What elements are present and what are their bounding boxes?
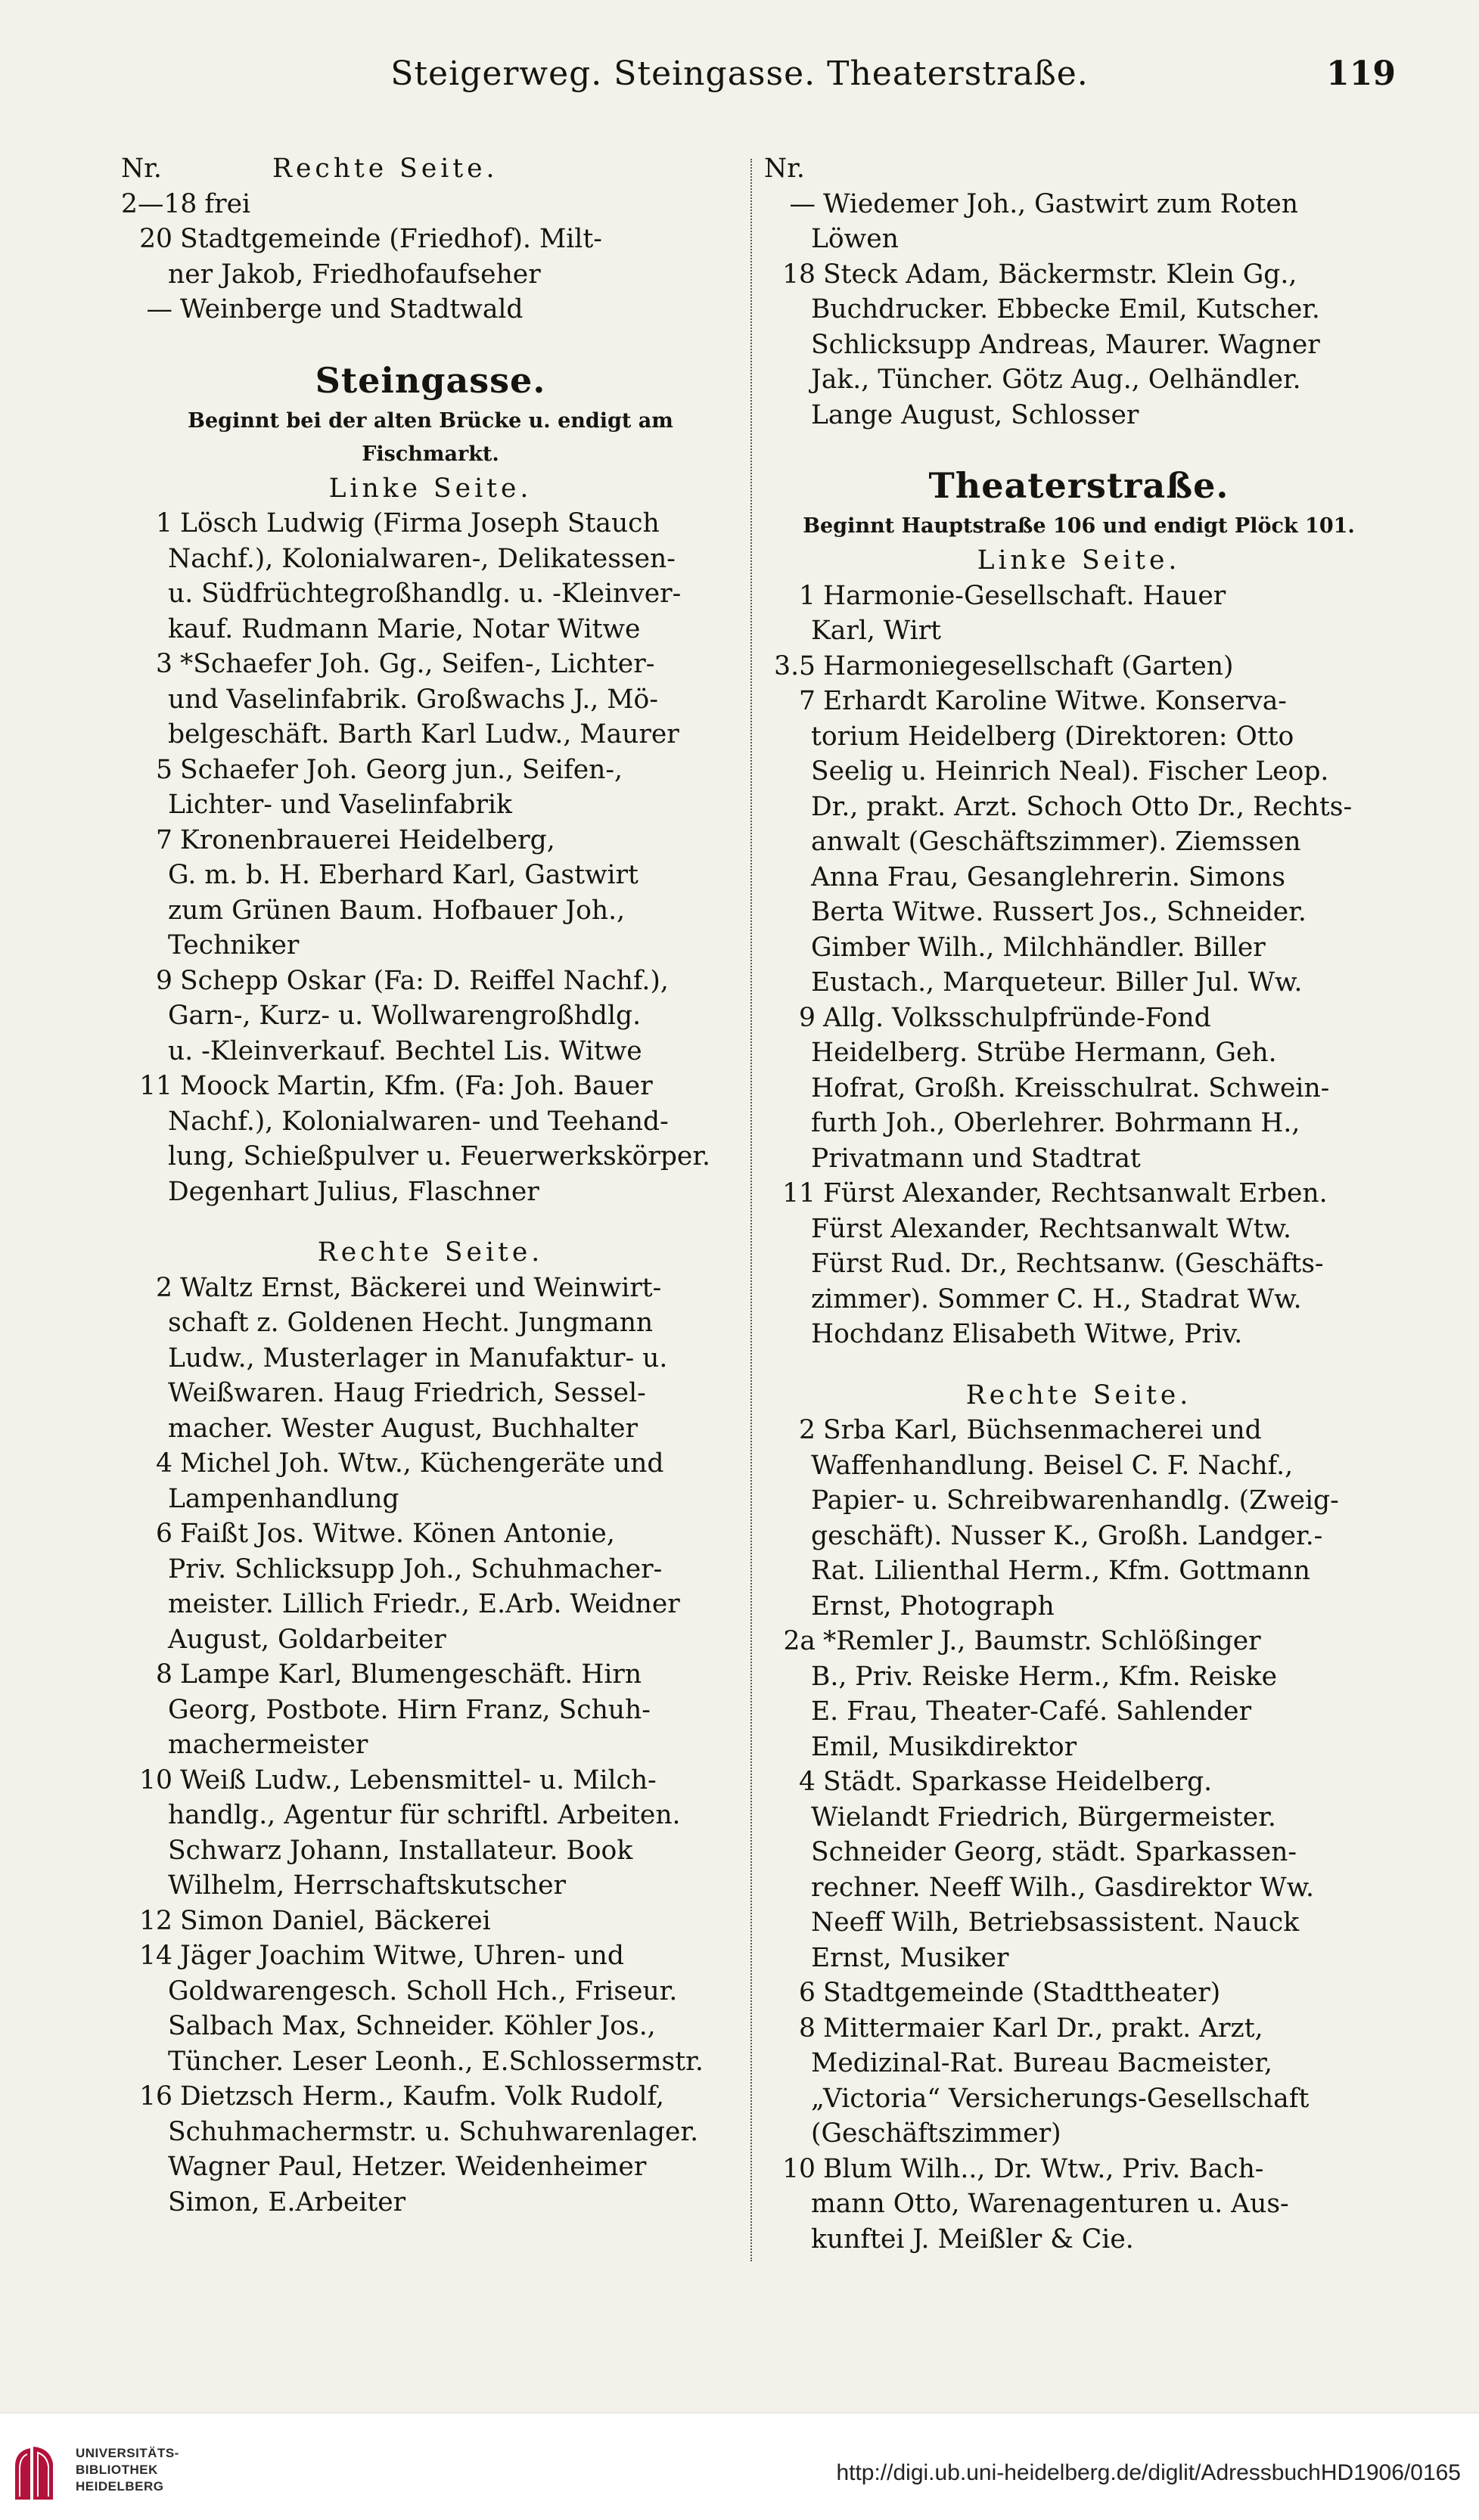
entry-continuation: Wielandt Friedrich, Bürgermeister. xyxy=(811,1802,1276,1833)
entry-continuation: kauf. Rudmann Marie, Notar Witwe xyxy=(168,613,641,644)
entry-continuation: Degenhart Julius, Flaschner xyxy=(168,1176,539,1207)
entry-continuation: Nachf.), Kolonialwaren-, Delikatessen- xyxy=(168,543,676,574)
house-number: 7 xyxy=(156,824,172,855)
directory-entry xyxy=(764,2152,1394,2187)
house-number: — xyxy=(146,294,172,324)
entry-continuation: handlg., Agentur für schriftl. Arbeiten. xyxy=(168,1800,681,1830)
entry-text: Srba Karl, Büchsenmacherei und xyxy=(823,1415,1262,1445)
footer xyxy=(0,2413,1479,2520)
entry-text: Fürst Alexander, Rechtsanwalt Erben. xyxy=(823,1178,1328,1209)
entry-continuation: Schneider Georg, städt. Sparkassen- xyxy=(811,1837,1297,1867)
entry-continuation: „Victoria“ Versicherungs-Gesellschaft xyxy=(811,2083,1310,2114)
directory-entry xyxy=(764,1764,1394,1800)
entry-text: Stadtgemeinde (Friedhof). Milt- xyxy=(180,224,602,254)
entry-text: Moock Martin, Kfm. (Fa: Joh. Bauer xyxy=(180,1071,653,1101)
entry-continuation: Waffenhandlung. Beisel C. F. Nachf., xyxy=(811,1450,1294,1481)
entry-continuation: Papier- u. Schreibwarenhandlg. (Zweig- xyxy=(811,1485,1339,1516)
directory-entry xyxy=(764,649,1394,684)
street-title-steingasse: Steingasse. xyxy=(315,359,546,401)
entry-continuation: Berta Witwe. Russert Jos., Schneider. xyxy=(811,897,1307,927)
entry-continuation: u. -Kleinverkauf. Bechtel Lis. Witwe xyxy=(168,1035,642,1066)
house-number: 4 xyxy=(156,1448,172,1479)
entry-continuation: Fürst Rud. Dr., Rechtsanw. (Geschäfts- xyxy=(811,1249,1324,1279)
entry-continuation: Wagner Paul, Hetzer. Weidenheimer xyxy=(168,2152,647,2182)
house-number: 8 xyxy=(799,2013,816,2044)
entry-text: Michel Joh. Wtw., Küchengeräte und xyxy=(180,1448,664,1479)
directory-entry xyxy=(121,1069,740,1104)
house-number: 2 xyxy=(156,1272,172,1303)
entry-text: *Remler J., Baumstr. Schlößinger xyxy=(823,1626,1261,1656)
entry-continuation: furth Joh., Oberlehrer. Bohrmann H., xyxy=(811,1108,1300,1138)
entry-text: Jäger Joachim Witwe, Uhren- und xyxy=(180,1941,624,1971)
entry-continuation: Garn-, Kurz- u. Wollwarengroßhdlg. xyxy=(168,1001,642,1031)
entry-text: Stadtgemeinde (Stadttheater) xyxy=(823,1978,1221,2008)
entry-text: Schepp Oskar (Fa: D. Reiffel Nachf.), xyxy=(180,965,669,996)
page-number: 119 xyxy=(1326,54,1396,93)
entry-continuation: Medizinal-Rat. Bureau Bacmeister, xyxy=(811,2048,1272,2078)
entry-continuation: meister. Lillich Friedr., E.Arb. Weidner xyxy=(168,1589,680,1619)
house-number: 11 xyxy=(782,1178,816,1209)
house-number: 14 xyxy=(139,1941,172,1971)
entry-text: *Schaefer Joh. Gg., Seifen-, Lichter- xyxy=(180,649,655,679)
entry-continuation: Techniker xyxy=(168,930,300,961)
right-side-heading: Rechte Seite. xyxy=(317,1237,544,1268)
house-number: 9 xyxy=(156,965,172,996)
logo-line: BIBLIOTHEK xyxy=(76,2463,158,2477)
house-number: 6 xyxy=(799,1978,816,2008)
directory-entry xyxy=(121,753,740,788)
entry-text: Faißt Jos. Witwe. Könen Antonie, xyxy=(180,1519,615,1549)
entry-continuation: u. Südfrüchtegroßhandlg. u. -Kleinver- xyxy=(168,579,682,609)
entry-continuation: Gimber Wilh., Milchhändler. Biller xyxy=(811,932,1266,963)
house-number: 10 xyxy=(782,2153,816,2184)
directory-entry xyxy=(121,292,740,327)
directory-entry xyxy=(764,1975,1394,2011)
entry-continuation: Schuhmachermstr. u. Schuhwarenlager. xyxy=(168,2116,699,2147)
entry-text: Schaefer Joh. Georg jun., Seifen-, xyxy=(180,754,623,785)
entry-text: Mittermaier Karl Dr., prakt. Arzt, xyxy=(823,2013,1263,2044)
entry-continuation: torium Heidelberg (Direktoren: Otto xyxy=(811,721,1294,752)
directory-entry xyxy=(764,1624,1394,1659)
entry-text: Städt. Sparkasse Heidelberg. xyxy=(823,1767,1213,1797)
house-number: 5 xyxy=(156,754,172,785)
entry-continuation: E. Frau, Theater-Café. Sahlender xyxy=(811,1696,1252,1727)
directory-entry xyxy=(764,257,1394,293)
entry-text: Lampe Karl, Blumengeschäft. Hirn xyxy=(180,1659,642,1690)
directory-entry xyxy=(764,1413,1394,1448)
left-side-heading: Linke Seite. xyxy=(328,473,533,504)
entry-continuation: Lange August, Schlosser xyxy=(811,399,1139,430)
house-number: 4 xyxy=(799,1767,816,1797)
entry-continuation: rechner. Neeff Wilh., Gasdirektor Ww. xyxy=(811,1872,1314,1903)
house-number: 8 xyxy=(156,1659,172,1690)
house-number: 1 xyxy=(799,580,816,611)
entry-continuation: (Geschäftszimmer) xyxy=(811,2118,1061,2149)
nr-label: Nr. xyxy=(121,154,162,184)
entry-continuation: Eustach., Marqueteur. Biller Jul. Ww. xyxy=(811,967,1303,998)
directory-entry xyxy=(121,1446,740,1482)
street-title-theaterstrasse: Theaterstraße. xyxy=(928,465,1229,506)
entry-continuation: anwalt (Geschäftszimmer). Ziemssen xyxy=(811,827,1301,857)
entry-continuation: Seelig u. Heinrich Neal). Fischer Leop. xyxy=(811,756,1329,787)
entry-text: Dietzsch Herm., Kaufm. Volk Rudolf, xyxy=(180,2081,664,2112)
entry-continuation: Karl, Wirt xyxy=(811,616,942,646)
entry-continuation: belgeschäft. Barth Karl Ludw., Maurer xyxy=(168,719,679,749)
right-column xyxy=(764,151,1394,2257)
logo-line: UNIVERSITÄTS- xyxy=(76,2446,179,2460)
entry-continuation: Schlicksupp Andreas, Maurer. Wagner xyxy=(811,329,1320,360)
entry-continuation: Heidelberg. Strübe Hermann, Geh. xyxy=(811,1038,1277,1068)
entry-continuation: Schwarz Johann, Installateur. Book xyxy=(168,1835,633,1866)
entry-continuation: macher. Wester August, Buchhalter xyxy=(168,1413,639,1444)
library-logo-text xyxy=(76,2445,179,2495)
house-number: 2—18 xyxy=(121,188,197,219)
house-number: 18 xyxy=(782,259,816,290)
house-number: 20 xyxy=(139,224,172,254)
house-number: 3.5 xyxy=(774,650,816,681)
entry-continuation: Tüncher. Leser Leonh., E.Schlossermstr. xyxy=(168,2046,704,2077)
street-description: Beginnt Hauptstraße 106 und endigt Plöck 101. xyxy=(803,514,1355,538)
house-number: 1 xyxy=(156,508,172,538)
column-header xyxy=(121,151,740,187)
entry-text: Lösch Ludwig (Firma Joseph Stauch xyxy=(180,508,660,538)
directory-entry xyxy=(121,964,740,999)
directory-entry xyxy=(121,647,740,682)
running-title: Steigerweg. Steingasse. Theaterstraße. xyxy=(390,54,1089,93)
right-side-heading: Rechte Seite. xyxy=(965,1379,1192,1411)
entry-continuation: kunftei J. Meißler & Cie. xyxy=(811,2224,1134,2255)
entry-continuation: Jak., Tüncher. Götz Aug., Oelhändler. xyxy=(811,365,1301,395)
directory-entry xyxy=(121,1271,740,1306)
entry-continuation: Neeff Wilh, Betriebsassistent. Nauck xyxy=(811,1907,1300,1938)
entry-continuation: und Vaselinfabrik. Großwachs J., Mö- xyxy=(168,684,658,715)
entry-continuation: G. m. b. H. Eberhard Karl, Gastwirt xyxy=(168,860,639,890)
entry-continuation: Hochdanz Elisabeth Witwe, Priv. xyxy=(811,1319,1243,1349)
entry-continuation: ner Jakob, Friedhofaufseher xyxy=(168,259,541,290)
directory-entry xyxy=(121,823,740,858)
entry-continuation: Löwen xyxy=(811,224,899,254)
house-number: 11 xyxy=(139,1071,172,1101)
entry-continuation: Nachf.), Kolonialwaren- und Teehand- xyxy=(168,1106,669,1137)
directory-entry xyxy=(764,187,1394,222)
entry-text: Blum Wilh.., Dr. Wtw., Priv. Bach- xyxy=(823,2153,1264,2184)
entry-continuation: Ernst, Musiker xyxy=(811,1942,1009,1973)
directory-entry xyxy=(764,2011,1394,2047)
theaterstrasse-right-rows xyxy=(764,1413,1394,2257)
column-header xyxy=(764,151,1394,187)
directory-entry xyxy=(121,1657,740,1693)
entry-continuation: Emil, Musikdirektor xyxy=(811,1731,1077,1762)
entry-text: Waltz Ernst, Bäckerei und Weinwirt- xyxy=(180,1272,662,1303)
entry-text: frei xyxy=(204,188,251,219)
entry-continuation: geschäft). Nusser K., Großh. Landger.- xyxy=(811,1520,1323,1551)
nr-label: Nr. xyxy=(764,154,805,184)
entry-continuation: Lichter- und Vaselinfabrik xyxy=(168,790,512,820)
entry-continuation: Priv. Schlicksupp Joh., Schuhmacher- xyxy=(168,1553,663,1584)
source-url-link[interactable]: http://digi.ub.uni-heidelberg.de/diglit/AdressbuchHD1906/0165 xyxy=(836,2460,1461,2485)
directory-entry xyxy=(764,1001,1394,1036)
steingasse-left-rows xyxy=(121,506,740,1209)
entry-continuation: Fürst Alexander, Rechtsanwalt Wtw. xyxy=(811,1213,1291,1244)
steingasse-right-rows xyxy=(121,1271,740,2221)
entry-continuation: Privatmann und Stadtrat xyxy=(811,1143,1141,1174)
entry-continuation: Simon, E.Arbeiter xyxy=(168,2186,406,2217)
entry-continuation: Anna Frau, Gesanglehrerin. Simons xyxy=(811,861,1285,892)
directory-entry xyxy=(121,1938,740,1974)
entry-continuation: August, Goldarbeiter xyxy=(168,1624,446,1655)
entry-continuation: Goldwarengesch. Scholl Hch., Friseur. xyxy=(168,1975,678,2006)
entry-continuation: Dr., prakt. Arzt. Schoch Otto Dr., Rechts- xyxy=(811,791,1353,822)
house-number: 16 xyxy=(139,2081,172,2112)
directory-entry xyxy=(121,187,740,222)
entry-continuation: mann Otto, Warenagenturen u. Aus- xyxy=(811,2189,1289,2219)
directory-entry xyxy=(121,506,740,542)
entry-text: Weiß Ludw., Lebensmittel- u. Milch- xyxy=(180,1764,657,1795)
directory-entry xyxy=(121,222,740,257)
entry-text: Simon Daniel, Bäckerei xyxy=(180,1905,491,1936)
entry-continuation: Wilhelm, Herrschaftskutscher xyxy=(168,1870,567,1901)
entry-continuation: Buchdrucker. Ebbecke Emil, Kutscher. xyxy=(811,294,1320,324)
page-header xyxy=(0,54,1479,107)
house-number: 2a xyxy=(783,1626,816,1656)
house-number: 12 xyxy=(139,1905,172,1936)
house-number: 9 xyxy=(799,1002,816,1033)
directory-entry xyxy=(121,1763,740,1798)
steigerweg-continued-rows xyxy=(764,187,1394,433)
left-column xyxy=(121,151,740,2220)
entry-continuation: Weißwaren. Haug Friedrich, Sessel- xyxy=(168,1378,646,1408)
left-side-heading: Linke Seite. xyxy=(977,545,1181,576)
directory-entry xyxy=(764,579,1394,614)
house-number: — xyxy=(789,188,816,219)
entry-continuation: schaft z. Goldenen Hecht. Jungmann xyxy=(168,1308,654,1338)
entry-text: Harmoniegesellschaft (Garten) xyxy=(823,650,1234,681)
logo-line: HEIDELBERG xyxy=(76,2479,164,2494)
entry-text: Wiedemer Joh., Gastwirt zum Roten xyxy=(823,188,1299,219)
directory-entry xyxy=(764,684,1394,719)
entry-text: Steck Adam, Bäckermstr. Klein Gg., xyxy=(823,259,1297,290)
entry-continuation: zum Grünen Baum. Hofbauer Joh., xyxy=(168,895,626,926)
house-number: 10 xyxy=(139,1764,172,1795)
entry-continuation: B., Priv. Reiske Herm., Kfm. Reiske xyxy=(811,1661,1277,1692)
entry-continuation: Ernst, Photograph xyxy=(811,1591,1055,1622)
entry-continuation: lung, Schießpulver u. Feuerwerkskörper. xyxy=(168,1141,711,1172)
entry-text: Kronenbrauerei Heidelberg, xyxy=(180,824,555,855)
entry-continuation: Salbach Max, Schneider. Köhler Jos., xyxy=(168,2011,656,2041)
entry-continuation: Ludw., Musterlager in Manufaktur- u. xyxy=(168,1342,668,1373)
directory-entry xyxy=(764,1176,1394,1212)
steigerweg-right-rows xyxy=(121,187,740,327)
side-label: Rechte Seite. xyxy=(272,154,499,184)
directory-entry xyxy=(121,1516,740,1552)
entry-text: Erhardt Karoline Witwe. Konserva- xyxy=(823,686,1287,716)
entry-text: Allg. Volksschulpfründe-Fond xyxy=(823,1002,1211,1033)
theaterstrasse-left-rows xyxy=(764,579,1394,1352)
entry-continuation: Rat. Lilienthal Herm., Kfm. Gottmann xyxy=(811,1556,1311,1586)
entry-continuation: Georg, Postbote. Hirn Franz, Schuh- xyxy=(168,1694,651,1725)
street-description: Beginnt bei der alten Brücke u. endigt am Fischmarkt. xyxy=(188,408,673,466)
entry-text: Weinberge und Stadtwald xyxy=(180,294,524,324)
house-number: 3 xyxy=(156,649,172,679)
directory-entry xyxy=(121,2079,740,2115)
directory-entry xyxy=(121,1904,740,1939)
house-number: 6 xyxy=(156,1519,172,1549)
entry-continuation: Hofrat, Großh. Kreisschulrat. Schwein- xyxy=(811,1072,1330,1103)
entry-continuation: machermeister xyxy=(168,1730,368,1760)
entry-text: Harmonie-Gesellschaft. Hauer xyxy=(823,580,1226,611)
column-divider xyxy=(750,159,752,2261)
entry-continuation: Lampenhandlung xyxy=(168,1483,399,1514)
library-logo-icon xyxy=(11,2444,64,2503)
house-number: 7 xyxy=(799,686,816,716)
house-number: 2 xyxy=(799,1415,816,1445)
entry-continuation: zimmer). Sommer C. H., Stadrat Ww. xyxy=(811,1283,1302,1314)
